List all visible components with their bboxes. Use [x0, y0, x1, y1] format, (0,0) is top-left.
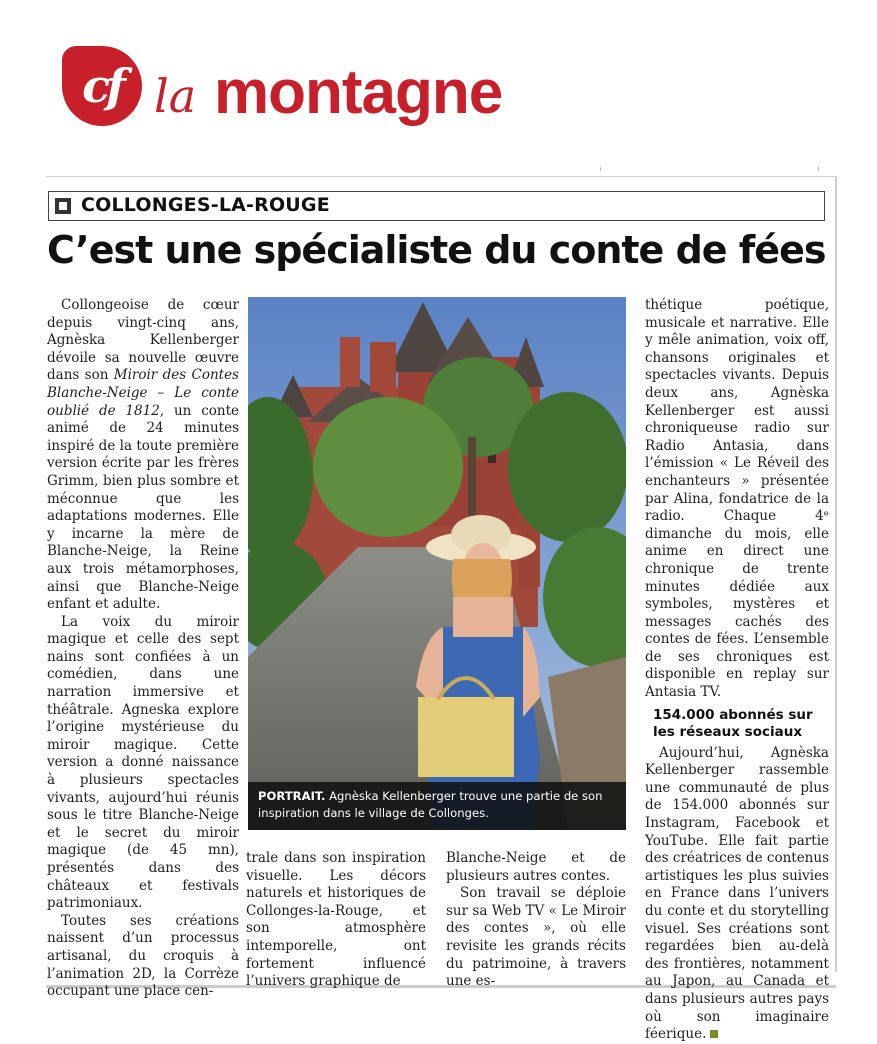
paragraph: La voix du miroir magique et celle des sept nains sont confiées à un comédien, dans une narration immersive et théâtrale. Agneska explore l’origine mystérieuse du miroir magique. Cette version a donné naissance à plusieurs spectacles vivants, aujourd’hui réunis sous le titre Blanche-Neige et le secret du miroir magique (de 45 mn), présentés dans des châteaux et festivals patrimoniaux. [47, 613, 239, 912]
kicker-label: COLLONGES-LA-ROUGE [81, 194, 330, 216]
text-run: Aujourd’hui, Agnèska Kellenberger rassemble une communauté de plus de 154.000 abonnés sur Instagram, Facebook et YouTube. Elle fait partie des créatrices de contenus artistiques les plus suivies en France dans l’univers du conte et du storytelling visuel. Ses créations sont regardées bien au-delà des frontières, notamment au Japon, au Canada et dans plusieurs autres pays où son imaginaire féerique. [645, 744, 829, 1043]
work-title: Miroir des Contes Blanche-Neige – Le conte oublié de 1812 [47, 367, 239, 419]
paragraph: trale dans son inspiration visuelle. Les décors naturels et historiques de Collonges-la-Rouge, et son atmosphère intemporelle, ont fortement influencé l’univers graphique de [246, 850, 426, 990]
paragraph [645, 745, 829, 1044]
print-mark [600, 167, 601, 171]
logo-mark: cf [62, 46, 142, 126]
text-run: Collongeoise de cœur depuis vingt-cinq ans, Agnèska Kellenberger dévoile sa nouvelle œuvre dans son [47, 297, 239, 384]
masthead-logo[interactable] [62, 46, 582, 126]
paragraph: Son travail se déploie sur sa Web TV « Le Miroir des contes », où elle revisite les grands récits du patrimoine, à travers une es- [446, 885, 626, 990]
article-column-1 [47, 297, 239, 1001]
photo-caption [248, 782, 626, 830]
section-kicker [48, 191, 825, 221]
article-photo[interactable] [248, 297, 626, 830]
article-column-4 [645, 297, 829, 1044]
article-headline: C’est une spécialiste du conte de fées [47, 228, 826, 272]
frame-right-rule [835, 176, 837, 972]
logo-name: montagne [214, 58, 503, 127]
kicker-square-icon [55, 198, 71, 214]
frame-top-rule [46, 176, 836, 177]
paragraph [47, 297, 239, 614]
article-subhead: 154.000 abonnés sur les réseaux sociaux [653, 706, 813, 740]
paragraph: thétique poétique, musicale et narrative. Elle y mêle animation, voix off, chansons originales et spectacles vivants. Depuis deux ans, Agnèska Kellenberger est aussi chroniqueuse radio sur Radio Antasia, dans l’émission « Le Réveil des enchanteurs » présentée par Alina, fondatrice de la radio. Chaque 4ᵉ dimanche du mois, elle anime en direct une chronique de trente minutes dédiée aux symboles, mystères et messages cachés des contes de fées. L’ensemble de ses chroniques est disponible en replay sur Antasia TV. [645, 297, 829, 701]
caption-label: PORTRAIT. [258, 789, 326, 803]
logo-prefix: la [154, 69, 197, 123]
print-mark [818, 167, 819, 171]
article-column-3 [446, 850, 626, 991]
paragraph: Blanche-Neige et de plusieurs autres contes. [446, 850, 626, 884]
article-column-2 [246, 850, 426, 991]
caption-text: Agnèska Kellenberger trouve une partie de son inspiration dans le village de Collonges. [258, 789, 603, 820]
photo-illustration [248, 297, 626, 830]
paragraph: Toutes ses créations naissent d’un processus artisanal, du croquis à l’animation 2D, la Corrèze occupant une place cen- [47, 912, 239, 1000]
end-of-article-icon [710, 1030, 718, 1038]
text-run: , un conte animé de 24 minutes inspiré de la toute première version écrite par les frères Grimm, bien plus sombre et méconnue que les adaptations modernes. Elle y incarne la mère de Blanche-Neige, la Reine aux trois métamorphoses, ainsi que Blanche-Neige enfant et adulte. [47, 402, 239, 613]
